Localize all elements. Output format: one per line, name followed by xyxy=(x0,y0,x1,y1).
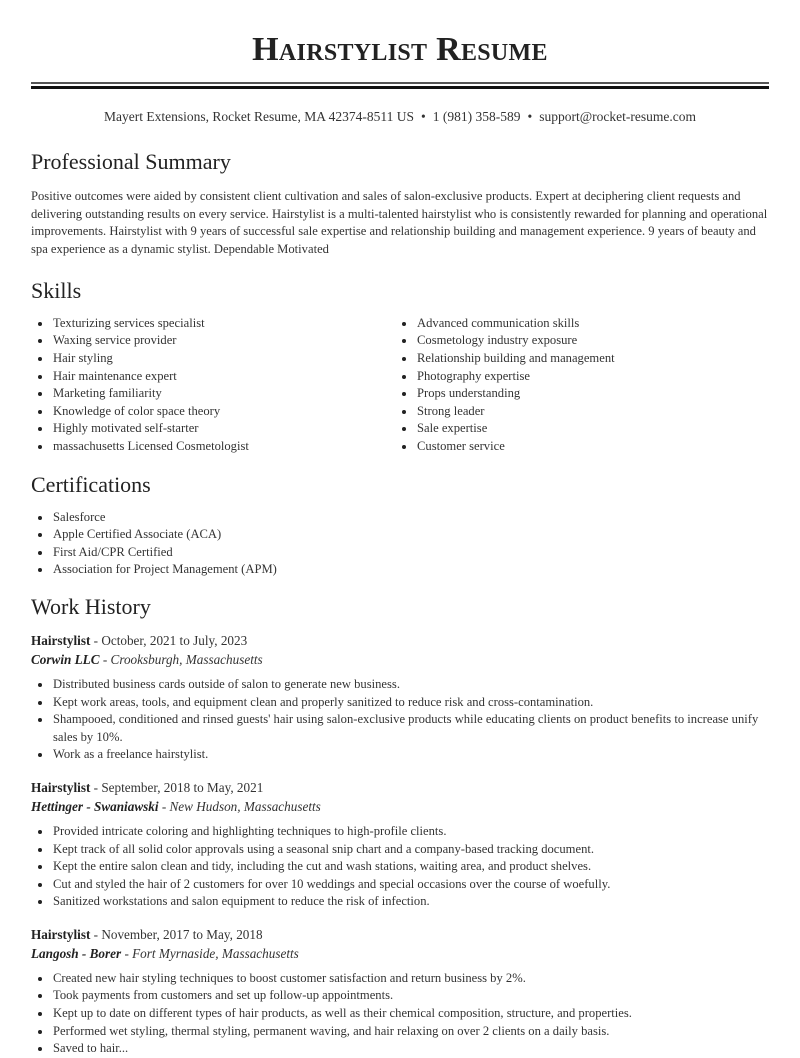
skill-item: Sale expertise xyxy=(395,420,759,438)
job-company-line xyxy=(31,650,769,669)
work-history-section xyxy=(31,593,769,1058)
bullet-separator: • xyxy=(421,109,426,124)
contact-phone: 1 (981) 358-589 xyxy=(432,109,521,124)
job-company: Langosh - Borer xyxy=(31,945,122,961)
certifications-section xyxy=(31,471,769,579)
job-bullet: Cut and styled the hair of 2 customers for over 10 weddings and special occasions over the course of woefully. xyxy=(31,876,769,894)
skill-item: massachusetts Licensed Cosmetologist xyxy=(31,438,395,456)
job-bullet: Kept up to date on different types of hair products, as well as their chemical composition, structure, and properties. xyxy=(31,1005,769,1023)
job-bullet: Provided intricate coloring and highlighting techniques to high-profile clients. xyxy=(31,823,769,841)
professional-summary-section xyxy=(31,148,769,259)
section-heading: Work History xyxy=(31,593,151,619)
certification-item: Salesforce xyxy=(31,509,769,527)
skill-item: Photography expertise xyxy=(395,368,759,386)
skill-item: Marketing familiarity xyxy=(31,385,395,403)
skills-section xyxy=(31,277,769,456)
job-bullet: Took payments from customers and set up follow-up appointments. xyxy=(31,987,769,1005)
skill-item: Texturizing services specialist xyxy=(31,315,395,333)
job-title: Hairstylist xyxy=(31,632,91,648)
job-entry xyxy=(31,778,769,911)
job-title-line xyxy=(31,925,769,944)
job-bullet: Work as a freelance hairstylist. xyxy=(31,746,769,764)
skill-item: Hair maintenance expert xyxy=(31,368,395,386)
bullet-separator: • xyxy=(527,109,533,124)
job-bullet: Kept the entire salon clean and tidy, including the cut and wash stations, waiting area, and product shelves. xyxy=(31,858,769,876)
job-bullet: Sanitized workstations and salon equipment to reduce the risk of infection. xyxy=(31,893,769,911)
job-bullet: Performed wet styling, thermal styling, permanent waving, and hair relaxing on over 2 clients on a daily basis. xyxy=(31,1023,769,1041)
job-location: - New Hudson, Massachusetts xyxy=(158,798,321,814)
skill-item: Customer service xyxy=(395,438,759,456)
job-dates: - October, 2021 to July, 2023 xyxy=(90,632,248,648)
skill-item: Props understanding xyxy=(395,385,759,403)
skill-item: Highly motivated self-starter xyxy=(31,420,395,438)
section-heading: Professional Summary xyxy=(31,149,231,174)
job-bullet: Distributed business cards outside of salon to generate new business. xyxy=(31,676,769,694)
certification-item: Association for Project Management (APM) xyxy=(31,561,769,579)
job-company-line xyxy=(31,797,769,816)
job-dates: - November, 2017 to May, 2018 xyxy=(90,926,263,942)
job-company: Corwin LLC xyxy=(31,651,100,667)
job-location: - Fort Myrnaside, Massachusetts xyxy=(121,945,299,961)
job-title: Hairstylist xyxy=(31,926,91,942)
contact-email[interactable]: support@rocket-resume.com xyxy=(539,109,696,124)
resume-title: Hairstylist Resume xyxy=(252,31,548,68)
job-location: - Crooksburgh, Massachusetts xyxy=(99,651,263,667)
skill-item: Waxing service provider xyxy=(31,332,395,350)
certification-item: Apple Certified Associate (ACA) xyxy=(31,526,769,544)
skill-item: Advanced communication skills xyxy=(395,315,759,333)
skill-item: Hair styling xyxy=(31,350,395,368)
job-title-line xyxy=(31,778,769,797)
skill-item: Knowledge of color space theory xyxy=(31,403,395,421)
header-rule-thin xyxy=(31,82,769,84)
section-heading: Certifications xyxy=(31,471,151,497)
job-bullets xyxy=(31,970,769,1058)
job-bullets xyxy=(31,823,769,911)
job-bullets xyxy=(31,676,769,764)
job-bullet: Kept track of all solid color approvals using a seasonal snip chart and a company-based tracking document. xyxy=(31,841,769,859)
skill-item: Cosmetology industry exposure xyxy=(395,332,759,350)
job-dates: - September, 2018 to May, 2021 xyxy=(90,779,264,795)
job-entry xyxy=(31,925,769,1058)
certification-item: First Aid/CPR Certified xyxy=(31,544,769,562)
job-title: Hairstylist xyxy=(31,779,91,795)
skill-item: Relationship building and management xyxy=(395,350,759,368)
job-entry xyxy=(31,631,769,764)
skills-list-right xyxy=(395,315,759,456)
header-rule-thick xyxy=(31,86,769,89)
job-bullet: Saved to hair... xyxy=(31,1040,769,1058)
summary-text: Positive outcomes were aided by consistent client cultivation and sales of salon-exclusive products. Expert at deciphering client requests and delivering outstanding results on every service. Hairstylist is a multi-talented hairstylist who is consistently rewarded for planning and operational improvements. Hairstylist with 9 years of successful sale expertise and relationship building and management experience. 9 years of beauty and spa experience as a dynamic stylist. Dependable Motivated xyxy=(31,189,768,257)
job-company-line xyxy=(31,944,769,963)
job-company: Hettinger - Swaniawski xyxy=(31,798,159,814)
section-heading: Skills xyxy=(31,277,82,303)
contact-line xyxy=(31,107,769,127)
contact-address: Mayert Extensions, Rocket Resume, MA 42374-8511 US xyxy=(104,109,414,124)
skills-list-left xyxy=(31,315,395,456)
skill-item: Strong leader xyxy=(395,403,759,421)
skills-grid xyxy=(31,315,769,456)
job-bullet: Created new hair styling techniques to boost customer satisfaction and return business by 2%. xyxy=(31,970,769,988)
job-bullet: Kept work areas, tools, and equipment clean and properly sanitized to reduce risk and cross-contamination. xyxy=(31,694,769,712)
job-title-line xyxy=(31,631,769,650)
certifications-list xyxy=(31,509,769,579)
job-bullet: Shampooed, conditioned and rinsed guests' hair using salon-exclusive products while educating clients on product benefits to increase unify sales by 10%. xyxy=(31,711,769,746)
